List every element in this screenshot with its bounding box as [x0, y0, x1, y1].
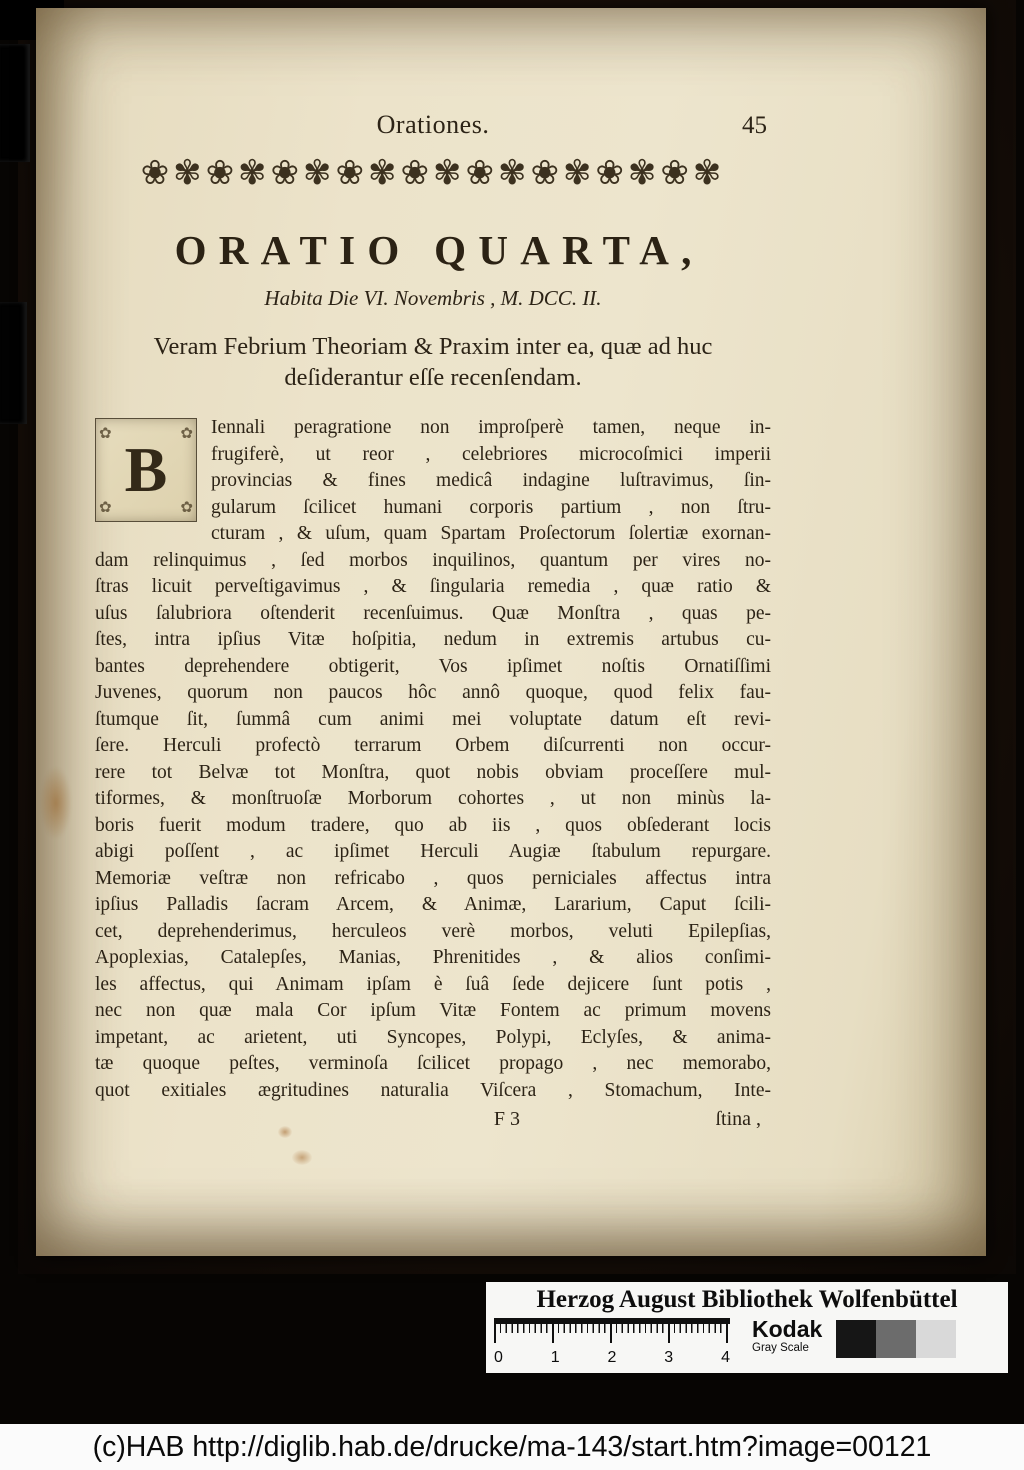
text-line: ſere. Herculi profectò terrarum Orbem diſcurrenti non occur-	[95, 735, 771, 756]
text-line: provincias & fines medicâ indagine luſtravimus, ſin-	[211, 470, 771, 491]
text-line: 1	[550, 1349, 560, 1366]
text-line: Apoplexias, Catalepſes, Manias, Phrenitides , & alios conſimi-	[95, 947, 771, 968]
page-number: 45	[742, 112, 767, 139]
text-line: ipſius Palladis ſacram Arcem, & Animæ, Lararium, Caput ſcili-	[95, 894, 771, 915]
text-line: tæ quoque peſtes, verminoſa ſcilicet propago , nec memorabo,	[95, 1053, 771, 1074]
text-line: 4	[721, 1349, 730, 1366]
book-clamp	[0, 302, 27, 424]
text-line: ſtes, intra ipſius Vitæ hoſpitia, nedum in extremis artubus cu-	[95, 629, 771, 650]
text-line: ſtumque ſit, ſummâ cum animi mei voluptate datum eſt revi-	[95, 708, 771, 730]
text-line: tiformes, & monſtruoſæ Morborum cohortes , ut non minùs la-	[95, 788, 771, 809]
flourish-icon: ✿	[180, 497, 193, 516]
text-line: boris fuerit modum tradere, quo ab iis , quos obſederant locis	[95, 814, 771, 836]
text-line: bantes deprehendere obtigerit, Vos ipſimet noſtis Ornatiſſimi	[95, 655, 771, 677]
text-line: ſtras licuit perveſtigavimus , & ſingularia remedia , quæ ratio &	[95, 576, 771, 597]
gray-patch	[836, 1320, 876, 1358]
kodak-label	[752, 1318, 822, 1354]
copyright-caption-bar	[0, 1424, 1024, 1470]
running-head-row	[95, 110, 771, 140]
running-head: Orationes.	[376, 110, 490, 139]
page-title: ORATIO QUARTA,	[174, 227, 704, 273]
text-line: 3	[664, 1349, 674, 1366]
flourish-icon: ✿	[99, 497, 112, 516]
ruler-numbers	[494, 1349, 730, 1367]
text-line: cet, deprehenderimus, herculeos verè morbos, veluti Epilepſias,	[95, 920, 771, 942]
argument-heading-line2: deſiderantur eſſe recenſendam.	[284, 364, 582, 391]
text-line: dam relinquimus , ſed morbos inquilinos, quantum per vires no-	[95, 549, 771, 571]
paper-stain	[292, 1150, 312, 1165]
signature-mark: F 3	[493, 1108, 520, 1130]
text-line: nec non quæ mala Cor ipſum Vitæ Fontem ac primum movens	[95, 1000, 771, 1021]
text-line: Iennali peragratione non improſperè tamen, neque in-	[211, 417, 771, 438]
ruler	[494, 1318, 730, 1367]
text-line: rere tot Belvæ tot Monſtra, quot nobis obviam proceſſere mul-	[95, 761, 771, 783]
kodak-wordmark: Kodak	[752, 1316, 823, 1342]
book-page	[36, 8, 986, 1256]
gray-scale-patches	[836, 1320, 956, 1358]
copyright-caption: (c)HAB http://diglib.hab.de/drucke/ma-143/start.htm?image=00121	[92, 1430, 932, 1463]
text-line: 0	[494, 1349, 503, 1366]
text-line: uſus ſalubriora oſtenderit recenſuimus. Quæ Monſtra , quas pe-	[95, 602, 771, 624]
text-line: 2	[607, 1349, 617, 1366]
gray-patch	[876, 1320, 916, 1358]
book-clamp	[0, 44, 30, 162]
text-line: quot exitiales ægritudines naturalia Viſcera , Stomachum, Inte-	[95, 1079, 771, 1101]
library-stamp	[486, 1282, 1008, 1373]
text-line: gularum ſcilicet humani corporis partium , non ſtru-	[211, 496, 771, 518]
flourish-icon: ✿	[99, 424, 112, 442]
text-line: les affectus, qui Animam ipſam è ſuâ ſede dejicere ſunt potis ,	[95, 973, 771, 995]
text-line: Juvenes, quorum non paucos hôc annô quoque, quod felix fau-	[95, 682, 771, 703]
gray-patch	[916, 1320, 956, 1358]
paper-stain	[40, 766, 72, 840]
text-line: impetant, ac arietent, uti Syncopes, Polypi, Eclyſes, & anima-	[95, 1026, 771, 1048]
body-text	[95, 415, 771, 1104]
signature-row	[95, 1108, 771, 1138]
argument-heading	[95, 331, 771, 393]
text-line: frugiferè, ut reor , celebriores microcoſmici imperii	[211, 443, 771, 465]
argument-heading-line1: Veram Febrium Theoriam & Praxim inter ea, quæ ad huc	[153, 333, 713, 360]
drop-cap-letter: B	[124, 434, 168, 505]
text-block	[95, 8, 771, 1138]
printer-ornament-band: ❀✾❀✾❀✾❀✾❀✾❀✾❀✾❀✾❀✾	[140, 153, 726, 193]
text-line: cturam , & uſum, quam Spartam Proſectorum ſolertiæ exornan-	[211, 523, 771, 544]
gray-scale-label: Gray Scale	[752, 1342, 809, 1354]
ruler-ticks	[494, 1318, 730, 1349]
drop-cap-initial	[95, 418, 197, 522]
calibration-row	[494, 1318, 1000, 1367]
catchword: ſtina ,	[715, 1108, 761, 1130]
text-line: Memoriæ veſtræ non refricabo , quos perniciales affectus intra	[95, 867, 771, 889]
flourish-icon: ✿	[180, 424, 193, 442]
subtitle: Habita Die VI. Novembris , M. DCC. II.	[264, 286, 602, 310]
text-line: abigi poſſent , ac ipſimet Herculi Augiæ ſtabulum repurgare.	[95, 841, 771, 862]
library-name: Herzog August Bibliothek Wolfenbüttel	[536, 1286, 958, 1313]
